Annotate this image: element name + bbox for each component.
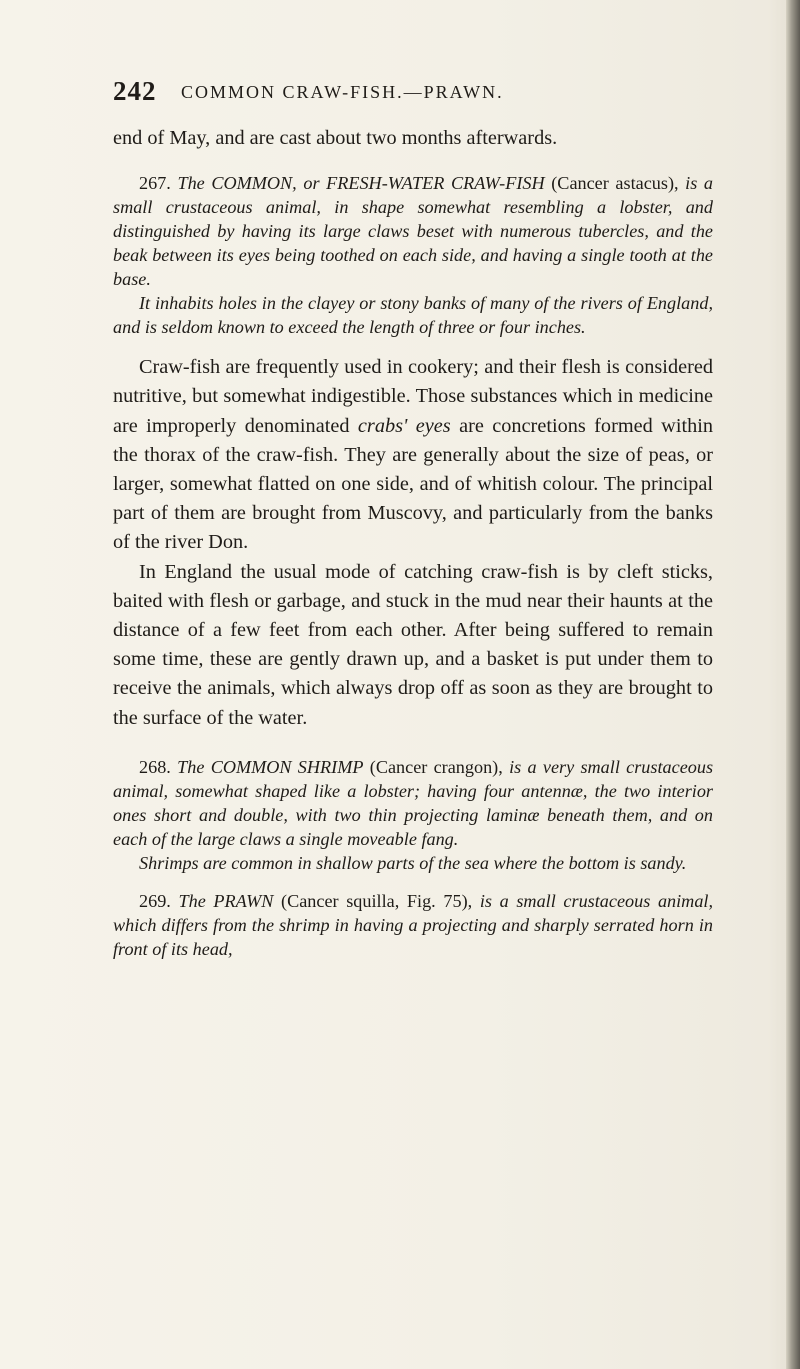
entry-number: 267. [139,173,171,194]
entry-number: 268. [139,756,171,777]
entry-latin-name: (Cancer squilla, Fig. 75), [281,890,473,911]
entry-267-heading [113,171,713,291]
entry-description: is a small crustaceous animal, which differs from the shrimp in having a projecting and sharply serrated horn in front of its head, [113,890,714,959]
entry-268-heading [113,755,713,851]
entry-latin-name: (Cancer crangon), [369,756,503,777]
paragraph-text: Craw-fish are frequently used in cookery; and their flesh is considered nutritive, but somewhat indigestible. Those substances which in medicine are improperly denominated [113,356,713,437]
opening-paragraph: end of May, and are cast about two months afterwards. [113,127,558,149]
page-header [113,74,693,114]
entry-description: is a very small crustaceous animal, somewhat shaped like a lobster; having four antennæ, the two interior ones short and double, with two thin projecting laminæ beneath them, and on each of the large claws a single moveable fang. [113,756,714,849]
entry-latin-name: (Cancer astacus), [551,173,679,194]
entry-name: The COMMON, or FRESH-WATER CRAW-FISH [177,173,545,194]
entry-number: 269. [139,890,171,911]
entry-description: is a small crustaceous animal, in shape somewhat resembling a lobster, and distinguished by having its large claws beset with numerous tubercles, and the beak between its eyes being toothed on each side, and having a single tooth at the base. [113,173,714,290]
page-edge-shadow [786,0,800,1369]
body-text [113,124,713,961]
paragraph-text: are concretions formed within the thorax of the craw-fish. They are generally about the size of peas, or larger, somewhat flatted on one side, and of whitish colour. The principal part of them are brought from Muscovy, and particularly from the banks of the river Don. [113,414,714,554]
entry-name: The COMMON SHRIMP [177,756,364,777]
entry-name: The PRAWN [178,890,274,911]
entry-267-habitat: It inhabits holes in the clayey or stony banks of many of the rivers of England, and is seldom known to exceed the length of three or four inches. [113,293,713,338]
running-head: COMMON CRAW-FISH.—PRAWN. [181,82,504,102]
entry-268-habitat: Shrimps are common in shallow parts of the sea where the bottom is sandy. [139,852,687,873]
page-number: 242 [113,76,157,106]
crabs-eyes-term: crabs' eyes [357,414,451,437]
craw-fish-paragraph [113,353,713,557]
catching-paragraph: In England the usual mode of catching craw-fish is by cleft sticks, baited with flesh or garbage, and stuck in the mud near their haunts at the distance of a few feet from each other. After being suffered to remain some time, these are gently drawn up, and a basket is put under them to receive the animals, which always drop off as soon as they are brought to the surface of the water. [113,560,713,729]
entry-269-heading [113,889,713,961]
